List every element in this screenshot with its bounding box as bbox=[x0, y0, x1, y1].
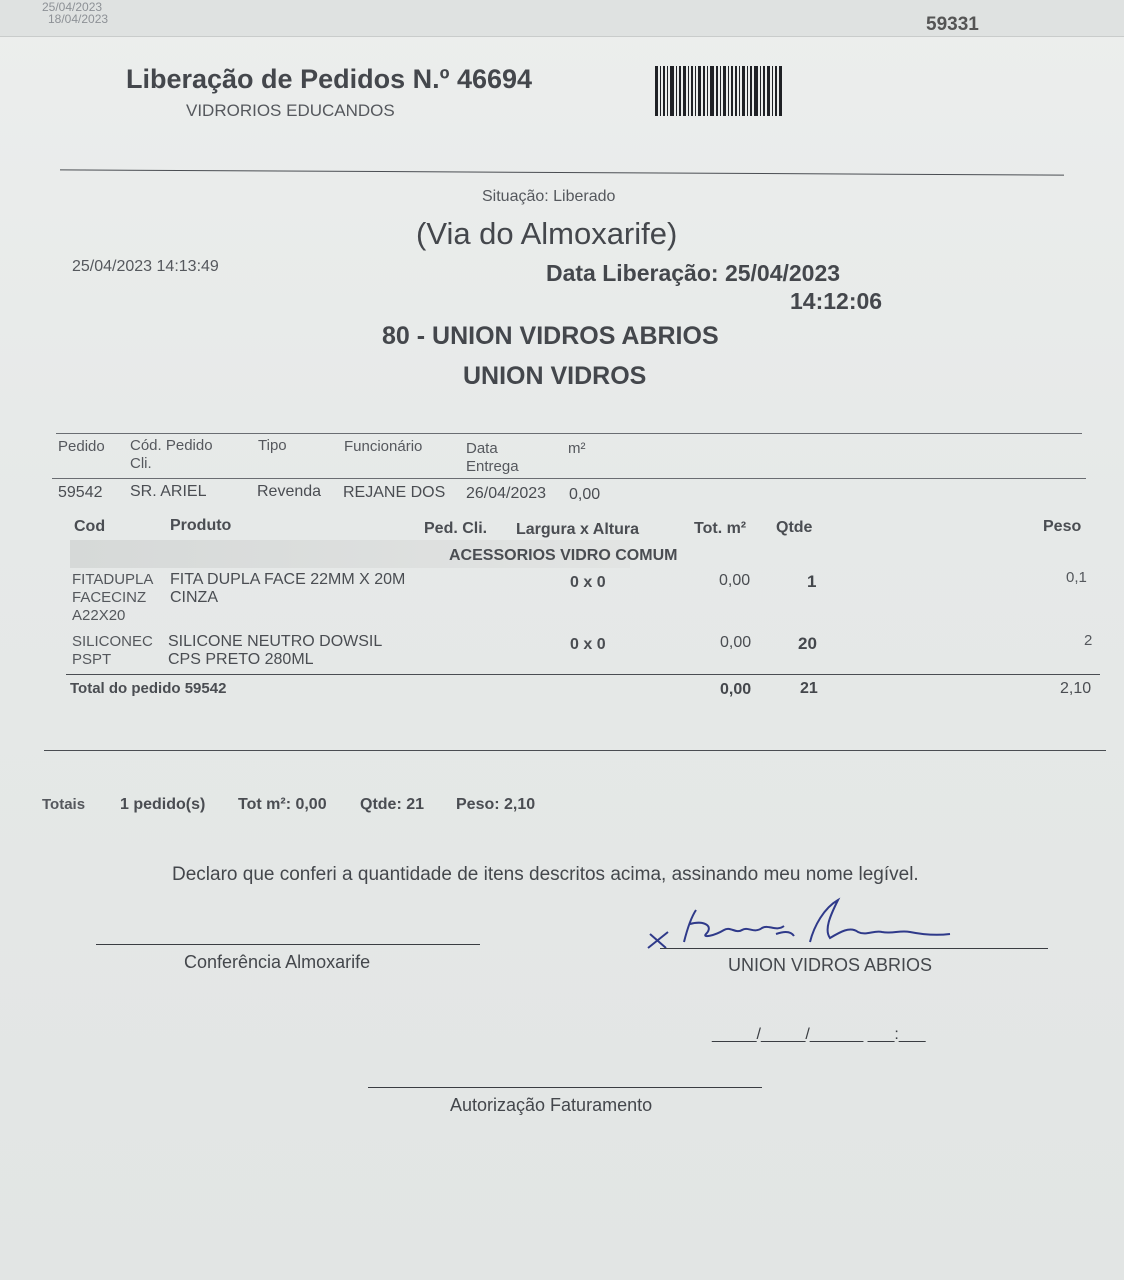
totals-pedidos: 1 pedido(s) bbox=[120, 796, 206, 813]
release-date: Data Liberação: 25/04/2023 bbox=[546, 260, 841, 286]
items-col-qtde: Qtde bbox=[776, 519, 813, 536]
item-2-cod-line1: SILICONEC bbox=[72, 633, 153, 650]
item-2-produto bbox=[168, 633, 382, 669]
underlying-date-1: 25/04/2023 bbox=[42, 0, 103, 14]
order-pedido: 59542 bbox=[58, 484, 103, 501]
totals-qtde: Qtde: 21 bbox=[360, 796, 425, 813]
item-2-qtde: 20 bbox=[798, 634, 817, 653]
item-1-peso: 0,1 bbox=[1066, 569, 1087, 586]
underlying-number: 59331 bbox=[926, 14, 979, 35]
order-total-m2: 0,00 bbox=[720, 681, 752, 698]
col-pedido: Pedido bbox=[58, 438, 105, 455]
order-funcionario: REJANE DOS bbox=[343, 484, 446, 501]
order-data: 26/04/2023 bbox=[466, 485, 547, 502]
client-name-1: 80 - UNION VIDROS ABRIOS bbox=[382, 322, 719, 350]
totals-tot-m2: Tot m²: 0,00 bbox=[238, 796, 327, 813]
signature-label-left: Conferência Almoxarife bbox=[184, 952, 371, 972]
item-2-dimensions: 0 x 0 bbox=[570, 636, 606, 653]
order-total-label: Total do pedido 59542 bbox=[70, 680, 227, 697]
items-col-ped-cli: Ped. Cli. bbox=[424, 520, 488, 537]
items-total-line bbox=[66, 674, 1100, 675]
item-1-produto-line2: CINZA bbox=[170, 589, 218, 606]
items-col-produto: Produto bbox=[170, 517, 232, 534]
order-total-qtde: 21 bbox=[800, 680, 818, 697]
order-cod-pedido: SR. ARIEL bbox=[130, 483, 207, 500]
item-1-cod-line2: FACECINZ bbox=[72, 589, 147, 606]
order-tipo: Revenda bbox=[257, 483, 322, 500]
signature-line-right bbox=[660, 948, 1048, 949]
item-1-cod bbox=[72, 571, 153, 625]
release-time: 14:12:06 bbox=[790, 288, 883, 314]
signature-line-left bbox=[96, 944, 480, 945]
col-m2: m² bbox=[568, 440, 586, 457]
order-table-header-line bbox=[52, 478, 1086, 479]
date-time-blank: _____/_____/______ ___:___ bbox=[712, 1026, 926, 1043]
signature-line-bottom bbox=[368, 1087, 762, 1088]
col-cod-pedido: Cód. Pedido bbox=[130, 437, 213, 454]
barcode-image bbox=[655, 66, 831, 116]
header-divider bbox=[60, 169, 1064, 175]
underlying-date-2: 18/04/2023 bbox=[48, 12, 109, 26]
section-divider bbox=[44, 750, 1106, 751]
handwritten-signature bbox=[644, 886, 964, 956]
situation-text: Situação: Liberado bbox=[482, 188, 616, 205]
item-1-qtde: 1 bbox=[807, 572, 817, 591]
col-cod-pedido-cli: Cli. bbox=[130, 455, 152, 472]
company-name: VIDRORIOS EDUCANDOS bbox=[186, 101, 395, 120]
order-total-peso: 2,10 bbox=[1060, 680, 1092, 697]
item-1-produto-line1: FITA DUPLA FACE 22MM X 20M bbox=[170, 571, 406, 588]
printed-timestamp: 25/04/2023 14:13:49 bbox=[72, 258, 219, 275]
document-title: Liberação de Pedidos N.º 46694 bbox=[126, 64, 533, 94]
item-1-cod-line1: FITADUPLA bbox=[72, 571, 154, 588]
client-name-2: UNION VIDROS bbox=[463, 362, 647, 390]
totals-label: Totais bbox=[42, 796, 86, 813]
col-funcionario: Funcionário bbox=[344, 438, 423, 455]
item-2-produto-line1: SILICONE NEUTRO DOWSIL bbox=[168, 633, 383, 650]
item-2-cod bbox=[72, 633, 153, 669]
item-2-peso: 2 bbox=[1084, 632, 1093, 649]
totals-peso: Peso: 2,10 bbox=[456, 796, 536, 813]
item-2-tot-m2: 0,00 bbox=[720, 634, 752, 651]
order-m2: 0,00 bbox=[569, 486, 601, 503]
declaration-text: Declaro que conferi a quantidade de itens descritos acima, assinando meu nome legível. bbox=[172, 864, 919, 885]
item-2-cod-line2: PSPT bbox=[72, 651, 112, 668]
col-data: Data bbox=[466, 440, 498, 457]
order-table-top-line bbox=[56, 433, 1082, 434]
signature-label-right: UNION VIDROS ABRIOS bbox=[728, 955, 933, 975]
item-2-produto-line2: CPS PRETO 280ML bbox=[168, 651, 314, 668]
item-1-cod-line3: A22X20 bbox=[72, 607, 126, 624]
items-col-largura-altura: Largura x Altura bbox=[516, 521, 639, 538]
signature-label-bottom: Autorização Faturamento bbox=[450, 1095, 653, 1115]
item-1-tot-m2: 0,00 bbox=[719, 572, 751, 589]
items-col-tot-m2: Tot. m² bbox=[694, 520, 747, 537]
via-title: (Via do Almoxarife) bbox=[416, 216, 678, 251]
col-entrega: Entrega bbox=[466, 458, 519, 475]
col-tipo: Tipo bbox=[258, 437, 287, 454]
product-group: ACESSORIOS VIDRO COMUM bbox=[449, 547, 678, 564]
items-col-peso: Peso bbox=[1043, 518, 1082, 535]
items-col-cod: Cod bbox=[74, 518, 106, 535]
item-1-produto bbox=[170, 571, 405, 607]
item-1-dimensions: 0 x 0 bbox=[570, 574, 606, 591]
